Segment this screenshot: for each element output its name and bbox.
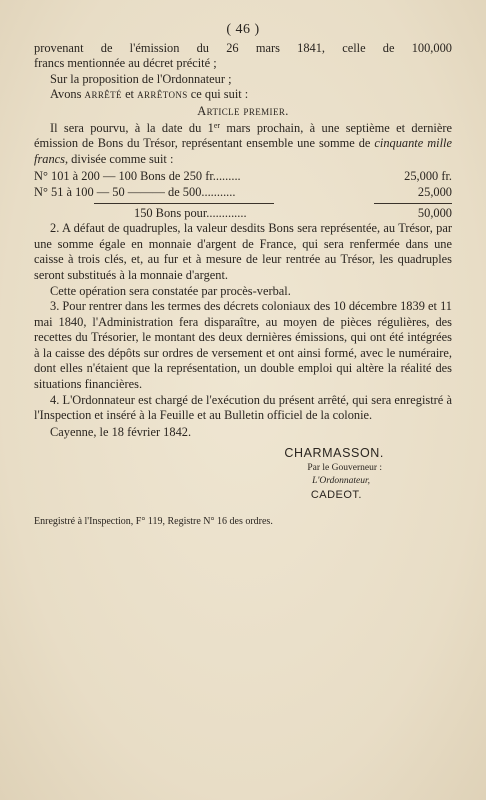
avons-arretons: arrêtons xyxy=(137,87,188,102)
article-3-paragraph: 3. Pour rentrer dans les termes des décrets coloniaux des 10 décembre 1839 et 11 mai 1840, l'Administration fera disparaître, au moyen de pièces régulières, des recettes du Trésorier, le montant des deux dernières émissions, qui ont été intégrées à la caisse des dépôts sur ordres de versement et ont ainsi formé, avec le numéraire, dont elles n'étaient que la représentation, un double emploi qui altère la réalité des situations financières. xyxy=(34,299,452,392)
total-label: 150 Bons pour............. xyxy=(134,205,247,220)
row-amount: 25,000 xyxy=(417,184,452,199)
row-label: N° 51 à 100 — 50 ——— de 500........... xyxy=(34,184,236,199)
art1-text-before: Il sera pourvu, à la date du 1 xyxy=(50,120,214,135)
avons-arrete: arrêté xyxy=(84,87,122,102)
par-gouverneur: Par le Gouverneur : xyxy=(307,463,382,474)
bons-table xyxy=(34,169,452,221)
page-number: ( 46 ) xyxy=(226,22,260,37)
article-2-note: Cette opération sera constatée par procès-verbal. xyxy=(50,283,291,298)
art1-italic-amount: cinquante mille francs xyxy=(34,136,453,166)
article-1-paragraph xyxy=(34,121,452,168)
total-row xyxy=(34,206,452,222)
date-line: Cayenne, le 18 février 1842. xyxy=(50,424,192,439)
art1-text-mid: mars prochain, à une septième et dernière émission de Bons du Trésor, représentant ensemble une somme de xyxy=(34,120,452,151)
article-2-paragraph: 2. A défaut de quadruples, la valeur desdits Bons sera représentée, au Trésor, par une somme égale en monnaie d'argent de France, qui sera renfermée dans une caisse à trois clés, et, au fur et à mesure de leur rentrée au Trésor, les quadruples seront substitués à la monnaie d'argent. xyxy=(34,221,452,282)
ordonnateur-title: L'Ordonnateur, xyxy=(312,476,370,487)
article-title: Article premier. xyxy=(197,103,289,118)
total-amount: 50,000 xyxy=(417,205,452,220)
avons-line xyxy=(34,87,452,103)
avons-et: et xyxy=(125,87,135,102)
row-amount: 25,000 fr. xyxy=(404,169,452,184)
rule-left xyxy=(94,203,274,204)
table-row xyxy=(34,169,452,185)
rule-right xyxy=(374,203,452,204)
article-4-paragraph: 4. L'Ordonnateur est chargé de l'exécution du présent arrêté, qui sera enregistré à l'Inspection et inséré à la Feuille et au Bulletin officiel de la colonie. xyxy=(34,392,452,423)
text-column xyxy=(34,22,452,529)
row-label: N° 101 à 200 — 100 Bons de 250 fr......... xyxy=(34,169,241,184)
signatory-name: CHARMASSON. xyxy=(284,446,384,461)
avons-suffix: ce qui suit : xyxy=(190,87,249,102)
art1-superscript: er xyxy=(213,120,221,130)
second-signatory: CADEOT. xyxy=(310,489,362,502)
registration-line: Enregistré à l'Inspection, F° 119, Registre N° 16 des ordres. xyxy=(34,515,273,527)
art1-text-after: , divisée comme suit : xyxy=(64,151,174,166)
proposition-line: Sur la proposition de l'Ordonnateur ; xyxy=(50,71,232,86)
intro-line-1: provenant de l'émission du 26 mars 1841, celle de 100,000 xyxy=(34,40,452,55)
table-row xyxy=(34,185,452,201)
avons-prefix: Avons xyxy=(50,87,82,102)
total-rules xyxy=(34,203,452,204)
intro-line-2: francs mentionnée au décret précité ; xyxy=(34,56,217,71)
